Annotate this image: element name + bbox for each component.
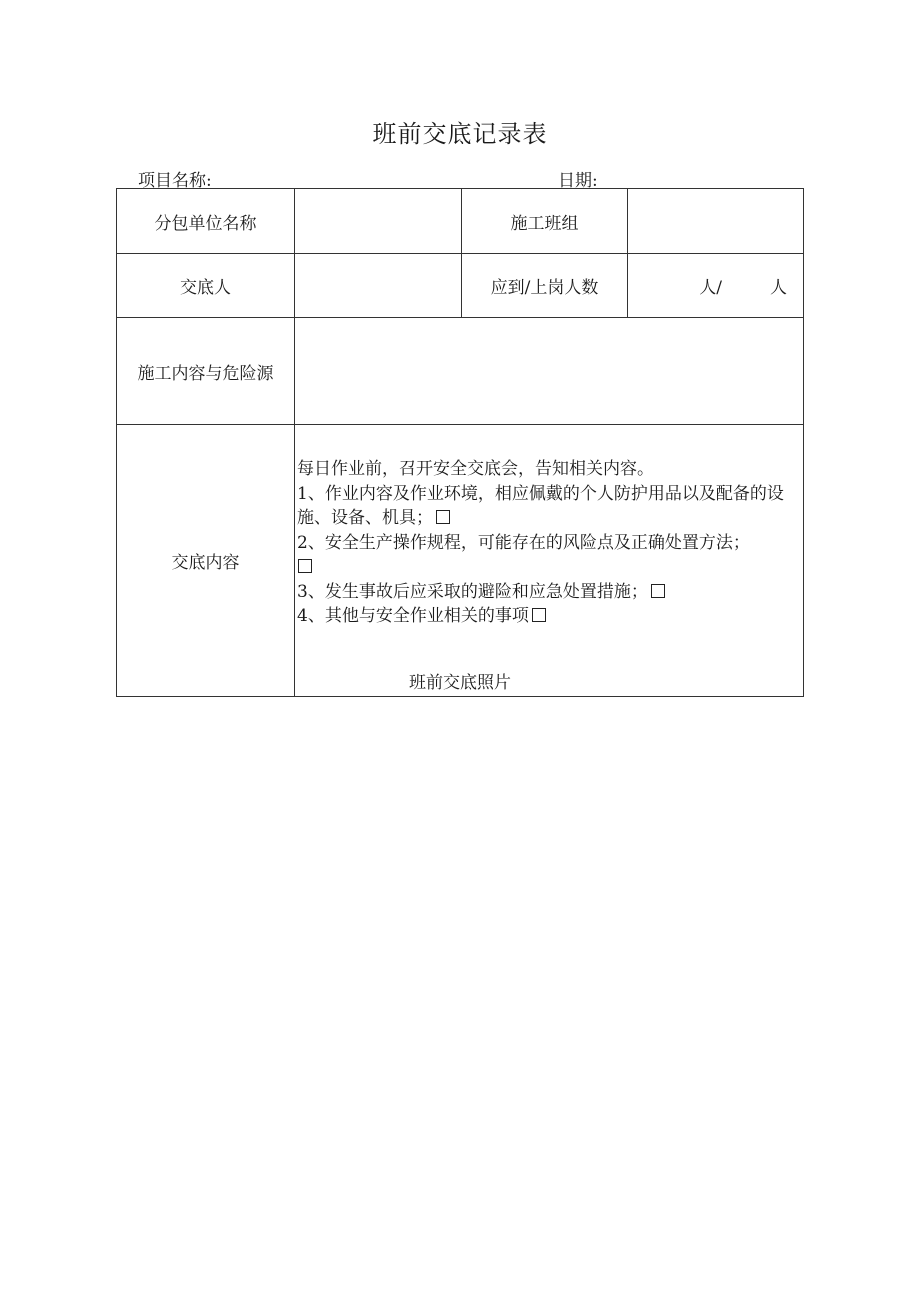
document-title: 班前交底记录表 bbox=[372, 120, 548, 148]
headcount-unit-expected: 人/ bbox=[699, 278, 722, 298]
work-hazard-value bbox=[295, 318, 804, 425]
briefing-item-1: 1、作业内容及作业环境，相应佩戴的个人防护用品以及配备的设施、设备、机具； bbox=[297, 483, 784, 528]
headcount-unit-present: 人 bbox=[770, 278, 787, 298]
headcount-value bbox=[628, 254, 804, 318]
photo-caption: 班前交底照片 bbox=[409, 673, 511, 693]
date-label: 日期: bbox=[558, 171, 598, 191]
briefing-record-table bbox=[116, 188, 804, 697]
subcontractor-value bbox=[295, 189, 462, 254]
briefing-item-2: 2、安全生产操作规程，可能存在的风险点及正确处置方法； bbox=[297, 531, 797, 580]
table-row bbox=[117, 425, 804, 697]
briefing-item-3: 3、发生事故后应采取的避险和应急处置措施； bbox=[297, 580, 797, 605]
table-row bbox=[117, 318, 804, 425]
subcontractor-label: 分包单位名称 bbox=[117, 189, 295, 254]
checkbox-icon[interactable] bbox=[532, 608, 546, 622]
checkbox-icon[interactable] bbox=[651, 584, 665, 598]
headcount-label: 应到/上岗人数 bbox=[462, 254, 628, 318]
table-row bbox=[117, 254, 804, 318]
checkbox-icon[interactable] bbox=[436, 510, 450, 524]
project-name-label: 项目名称: bbox=[138, 171, 212, 191]
table-row bbox=[117, 189, 804, 254]
work-hazard-label: 施工内容与危险源 bbox=[117, 318, 295, 425]
team-label: 施工班组 bbox=[462, 189, 628, 254]
briefing-intro: 每日作业前，召开安全交底会，告知相关内容。 bbox=[297, 459, 654, 479]
briefing-item-4: 4、其他与安全作业相关的事项 bbox=[297, 604, 797, 629]
presenter-label: 交底人 bbox=[117, 254, 295, 318]
briefing-label: 交底内容 bbox=[117, 425, 295, 697]
team-value bbox=[628, 189, 804, 254]
checkbox-icon[interactable] bbox=[298, 559, 312, 573]
briefing-content bbox=[295, 425, 804, 697]
presenter-value bbox=[295, 254, 462, 318]
